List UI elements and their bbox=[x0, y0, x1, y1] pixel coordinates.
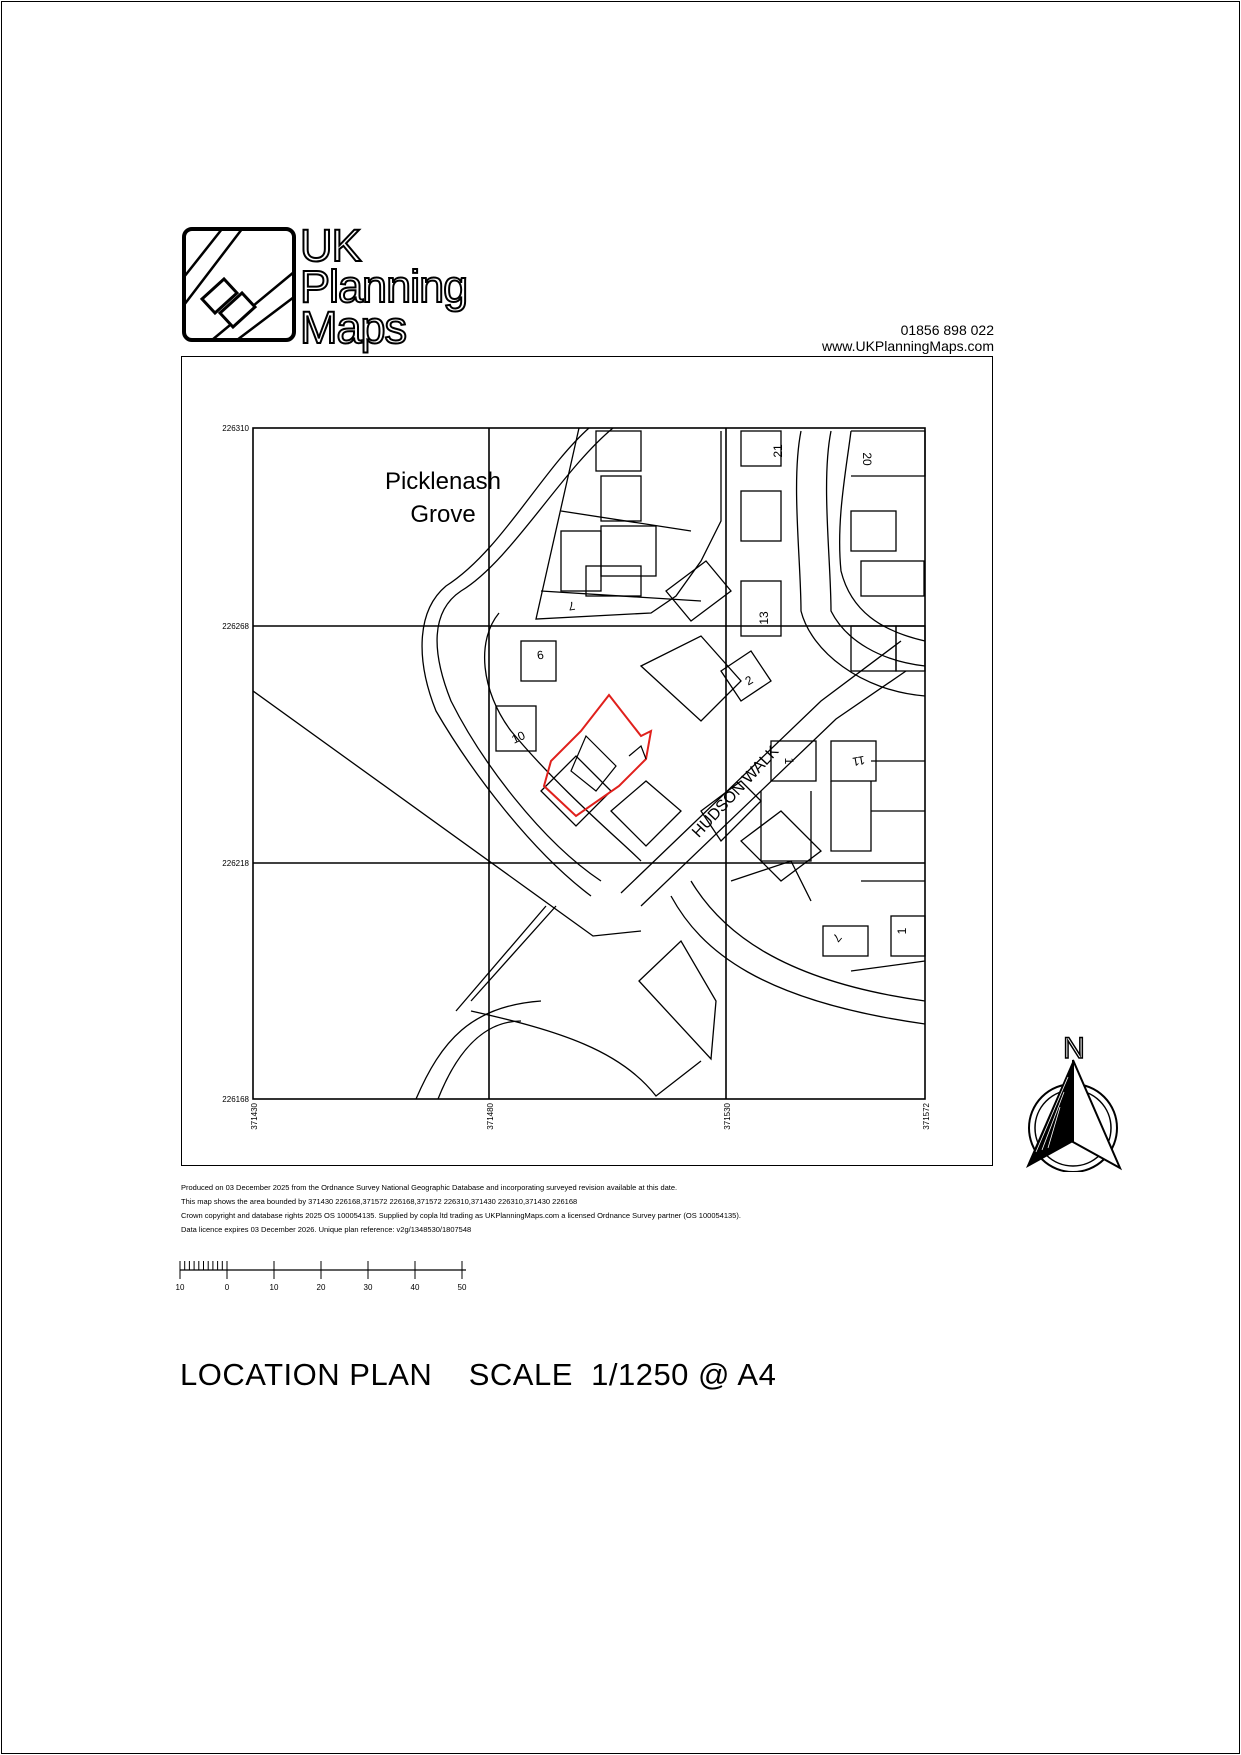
scale-tick-label: 20 bbox=[316, 1283, 326, 1292]
note-line: Crown copyright and database rights 2025 OS 100054135. Supplied by copla ltd trading as UKPlanningMaps.com a licensed Ordnance Survey partner (OS 100054135). bbox=[181, 1211, 741, 1220]
easting-label: 371530 bbox=[723, 1103, 732, 1130]
website-link[interactable]: www.UKPlanningMaps.com bbox=[822, 338, 994, 354]
plan-title-label: LOCATION PLAN bbox=[180, 1357, 433, 1392]
place-name: Picklenash bbox=[384, 468, 502, 495]
scale-tick-label: 30 bbox=[363, 1283, 373, 1292]
northing-label: 226168 bbox=[222, 1095, 249, 1104]
scale-tick-label: 10 bbox=[175, 1283, 185, 1292]
map-frame bbox=[181, 356, 993, 1166]
house-number: 1 bbox=[895, 927, 909, 935]
logo-text: UK Planning Maps bbox=[300, 220, 468, 353]
plan-title bbox=[180, 1357, 776, 1393]
phone-number: 01856 898 022 bbox=[900, 322, 994, 338]
house-number: 7 bbox=[829, 930, 845, 945]
scale-bar bbox=[170, 1258, 480, 1304]
note-line: This map shows the area bounded by 371430 226168,371572 226168,371572 226310,371430 226310,371430 226168 bbox=[181, 1197, 578, 1206]
easting-label: 371480 bbox=[486, 1103, 495, 1130]
house-number: 10 bbox=[509, 728, 528, 747]
place-name: Grove bbox=[410, 501, 476, 528]
plan-scale: SCALE 1/1250 @ A4 bbox=[468, 1357, 777, 1392]
scale-tick-label: 40 bbox=[410, 1283, 420, 1292]
house-number: 6 bbox=[535, 647, 545, 663]
north-arrow bbox=[1022, 1022, 1122, 1172]
house-number: 13 bbox=[757, 611, 771, 625]
house-number: 7 bbox=[567, 598, 577, 614]
note-line: Produced on 03 December 2025 from the Ordnance Survey National Geographic Database and incorporating surveyed revision available at this date. bbox=[181, 1183, 678, 1192]
northing-label: 226268 bbox=[222, 622, 249, 631]
street-name: HUDSON WALK bbox=[689, 742, 783, 842]
house-number: 21 bbox=[771, 444, 785, 458]
easting-label: 371572 bbox=[922, 1103, 931, 1130]
logo-emblem bbox=[182, 227, 296, 342]
northing-label: 226310 bbox=[222, 424, 249, 433]
north-arrow-right bbox=[1073, 1060, 1120, 1168]
north-arrow-left bbox=[1026, 1060, 1073, 1168]
house-number: 20 bbox=[860, 452, 874, 466]
north-label: N bbox=[1063, 1032, 1085, 1065]
scale-tick-label: 0 bbox=[224, 1283, 230, 1292]
site-boundary bbox=[544, 695, 651, 816]
map-canvas bbox=[182, 357, 992, 1165]
house-number: 2 bbox=[742, 672, 756, 689]
scale-tick-label: 10 bbox=[269, 1283, 279, 1292]
contact-info bbox=[822, 322, 994, 354]
house-number: 1 bbox=[782, 757, 796, 765]
note-line: Data licence expires 03 December 2026. Unique plan reference: v2g/1348530/1807548 bbox=[181, 1225, 472, 1234]
map-linework bbox=[253, 428, 925, 1099]
easting-label: 371430 bbox=[250, 1103, 259, 1130]
northing-label: 226218 bbox=[222, 859, 249, 868]
house-number: 11 bbox=[851, 752, 867, 769]
copyright-notes bbox=[181, 1181, 741, 1237]
scale-tick-label: 50 bbox=[457, 1283, 467, 1292]
